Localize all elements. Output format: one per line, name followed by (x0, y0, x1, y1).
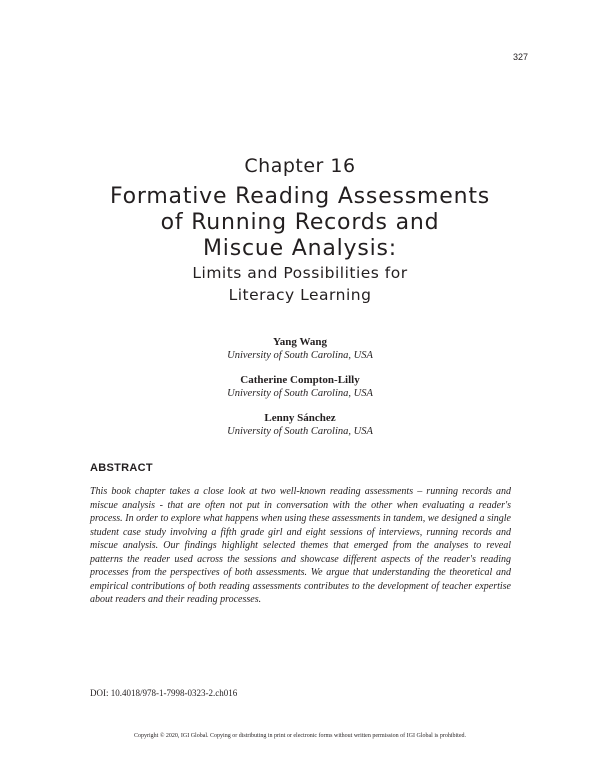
subtitle-line: Limits and Possibilities for (192, 264, 408, 282)
abstract-text: This book chapter takes a close look at two well-known reading assessments – running records and miscue analysis - that are often not put in conversation with the other when evaluating a reader's process. In order to explore what happens when using these assessments in tandem, we designed a single student case study involving a fifth grade girl and eight sessions of interviews, running records and miscue analysis. Our findings highlight selected themes that emerged from the analyses to reveal patterns the reader used across the sessions and showcase different aspects of the reader's reading processes from the perspectives of both assessments. We argue that understanding the theoretical and empirical contributions of both reading assessments contributes to the development of teacher expertise about readers and their reading processes. (90, 486, 511, 605)
author-block (0, 412, 600, 439)
author-affiliation: University of South Carolina, USA (227, 426, 373, 437)
copyright-notice: Copyright © 2020, IGI Global. Copying or distributing in print or electronic forms without written permission of IGI Global is prohibited. (133, 733, 466, 739)
author-block (0, 336, 600, 363)
title-line: Miscue Analysis: (203, 236, 397, 261)
author-affiliation: University of South Carolina, USA (227, 388, 373, 399)
author-name: Lenny Sánchez (264, 412, 336, 424)
author-list (0, 336, 600, 450)
abstract-heading: ABSTRACT (90, 462, 153, 474)
author-name: Catherine Compton-Lilly (240, 374, 360, 386)
doi: DOI: 10.4018/978-1-7998-0323-2.ch016 (90, 688, 238, 698)
page-number: 327 (512, 52, 528, 62)
title-line: of Running Records and (160, 210, 440, 235)
author-affiliation: University of South Carolina, USA (227, 350, 373, 361)
chapter-title (0, 184, 600, 306)
title-line: Formative Reading Assessments (109, 184, 491, 209)
subtitle-line: Literacy Learning (228, 286, 372, 304)
chapter-label: Chapter 16 (244, 155, 356, 177)
author-name: Yang Wang (273, 336, 327, 348)
author-block (0, 374, 600, 401)
